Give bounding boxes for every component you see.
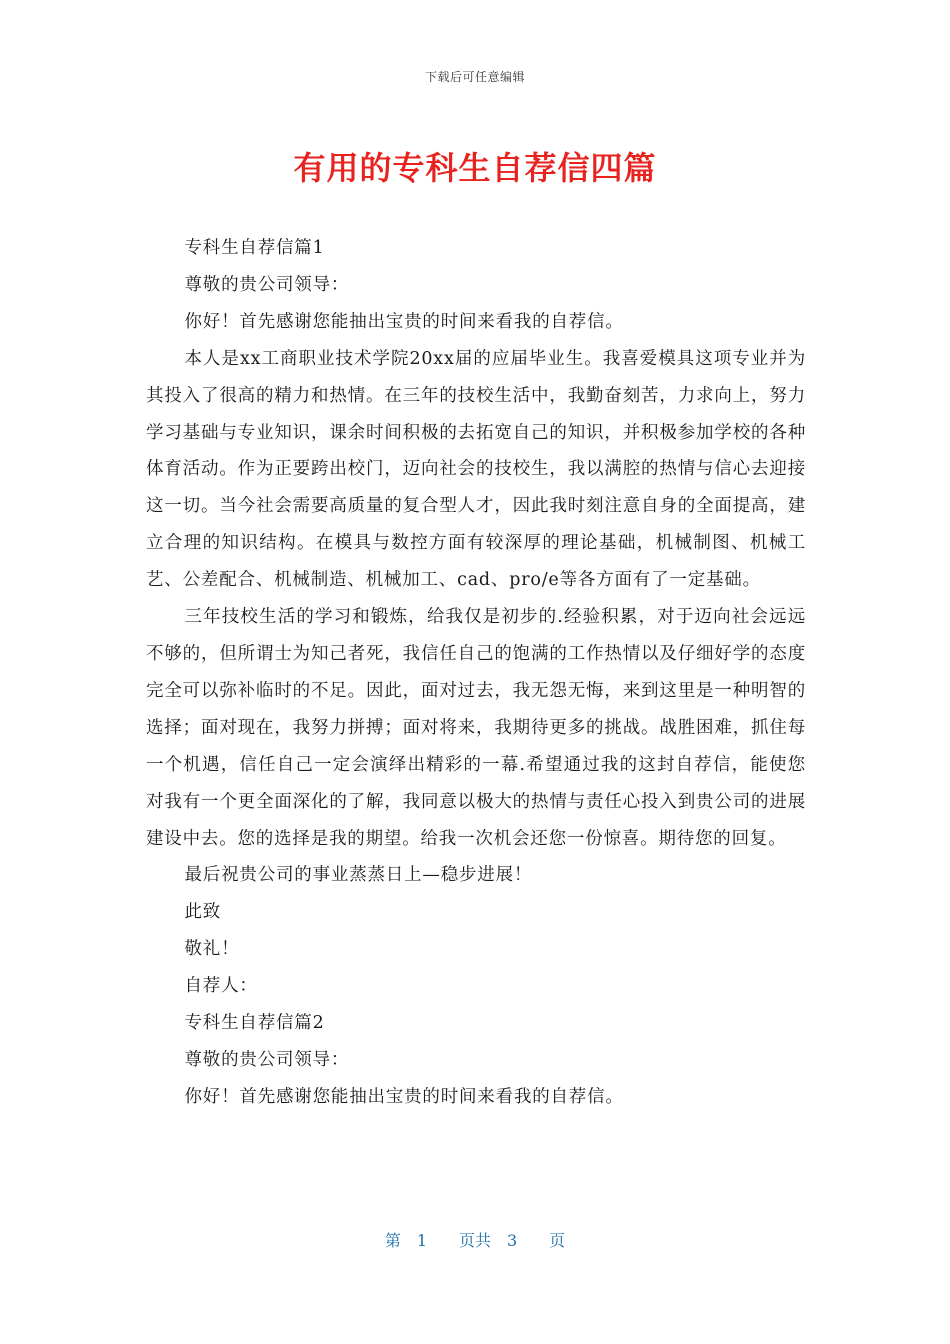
page-number-footer: 第 1 页共 3 页 xyxy=(384,1231,566,1250)
paragraph-greeting: 你好！首先感谢您能抽出宝贵的时间来看我的自荐信。 xyxy=(184,311,624,332)
paragraph-greeting-2: 你好！首先感谢您能抽出宝贵的时间来看我的自荐信。 xyxy=(184,1086,624,1107)
paragraph-salutation: 尊敬的贵公司领导： xyxy=(184,274,350,295)
paragraph-signature: 自荐人： xyxy=(184,976,258,997)
paragraph-wishes: 最后祝贵公司的事业蒸蒸日上—稳步进展！ xyxy=(184,865,533,886)
header-note: 下载后可任意编辑 xyxy=(424,70,525,84)
paragraph-closing-1: 此致 xyxy=(184,902,222,923)
paragraph-experience: 三年技校生活的学习和锻炼，给我仅是初步的.经验积累，对于迈向社会远远不够的，但所谓士为知己者死，我信任自己的饱满的工作热情以及仔细好学的态度完全可以弥补临时的不足。因此，面对过去，我无怨无悔，来到这里是一种明智的选择；面对现在，我努力拼搏；面对将来，我期待更多的挑战。战胜困难，抓住每一个机遇，信任自己一定会演绎出精彩的一幕.希望通过我的这封自荐信，能使您对我有一个更全面深化的了解，我同意以极大的热情与责任心投入到贵公司的进展建设中去。您的选择是我的期望。给我一次机会还您一份惊喜。期待您的回复。 xyxy=(146,607,806,849)
paragraph-closing-2: 敬礼！ xyxy=(184,939,240,960)
paragraph-introduction: 本人是xx工商职业技术学院20xx届的应届毕业生。我喜爱模具这项专业并为其投入了很高的精力和热情。在三年的技校生活中，我勤奋刻苦，力求向上，努力学习基础与专业知识，课余时间积极的去拓宽自己的知识，并积极参加学校的各种体育活动。作为正要跨出校门，迈向社会的技校生，我以满腔的热情与信心去迎接这一切。当今社会需要高质量的复合型人才，因此我时刻注意自身的全面提高，建立合理的知识结构。在模具与数控方面有较深厚的理论基础，机械制图、机械工艺、公差配合、机械制造、机械加工、cad、pro/e等各方面有了一定基础。 xyxy=(146,348,806,591)
paragraph-section-heading-2: 专科生自荐信篇2 xyxy=(184,1013,325,1034)
document-title: 有用的专科生自荐信四篇 xyxy=(293,149,657,187)
document-body xyxy=(146,230,806,1116)
paragraph-salutation-2: 尊敬的贵公司领导： xyxy=(184,1049,350,1070)
paragraph-section-heading-1: 专科生自荐信篇1 xyxy=(184,238,325,258)
